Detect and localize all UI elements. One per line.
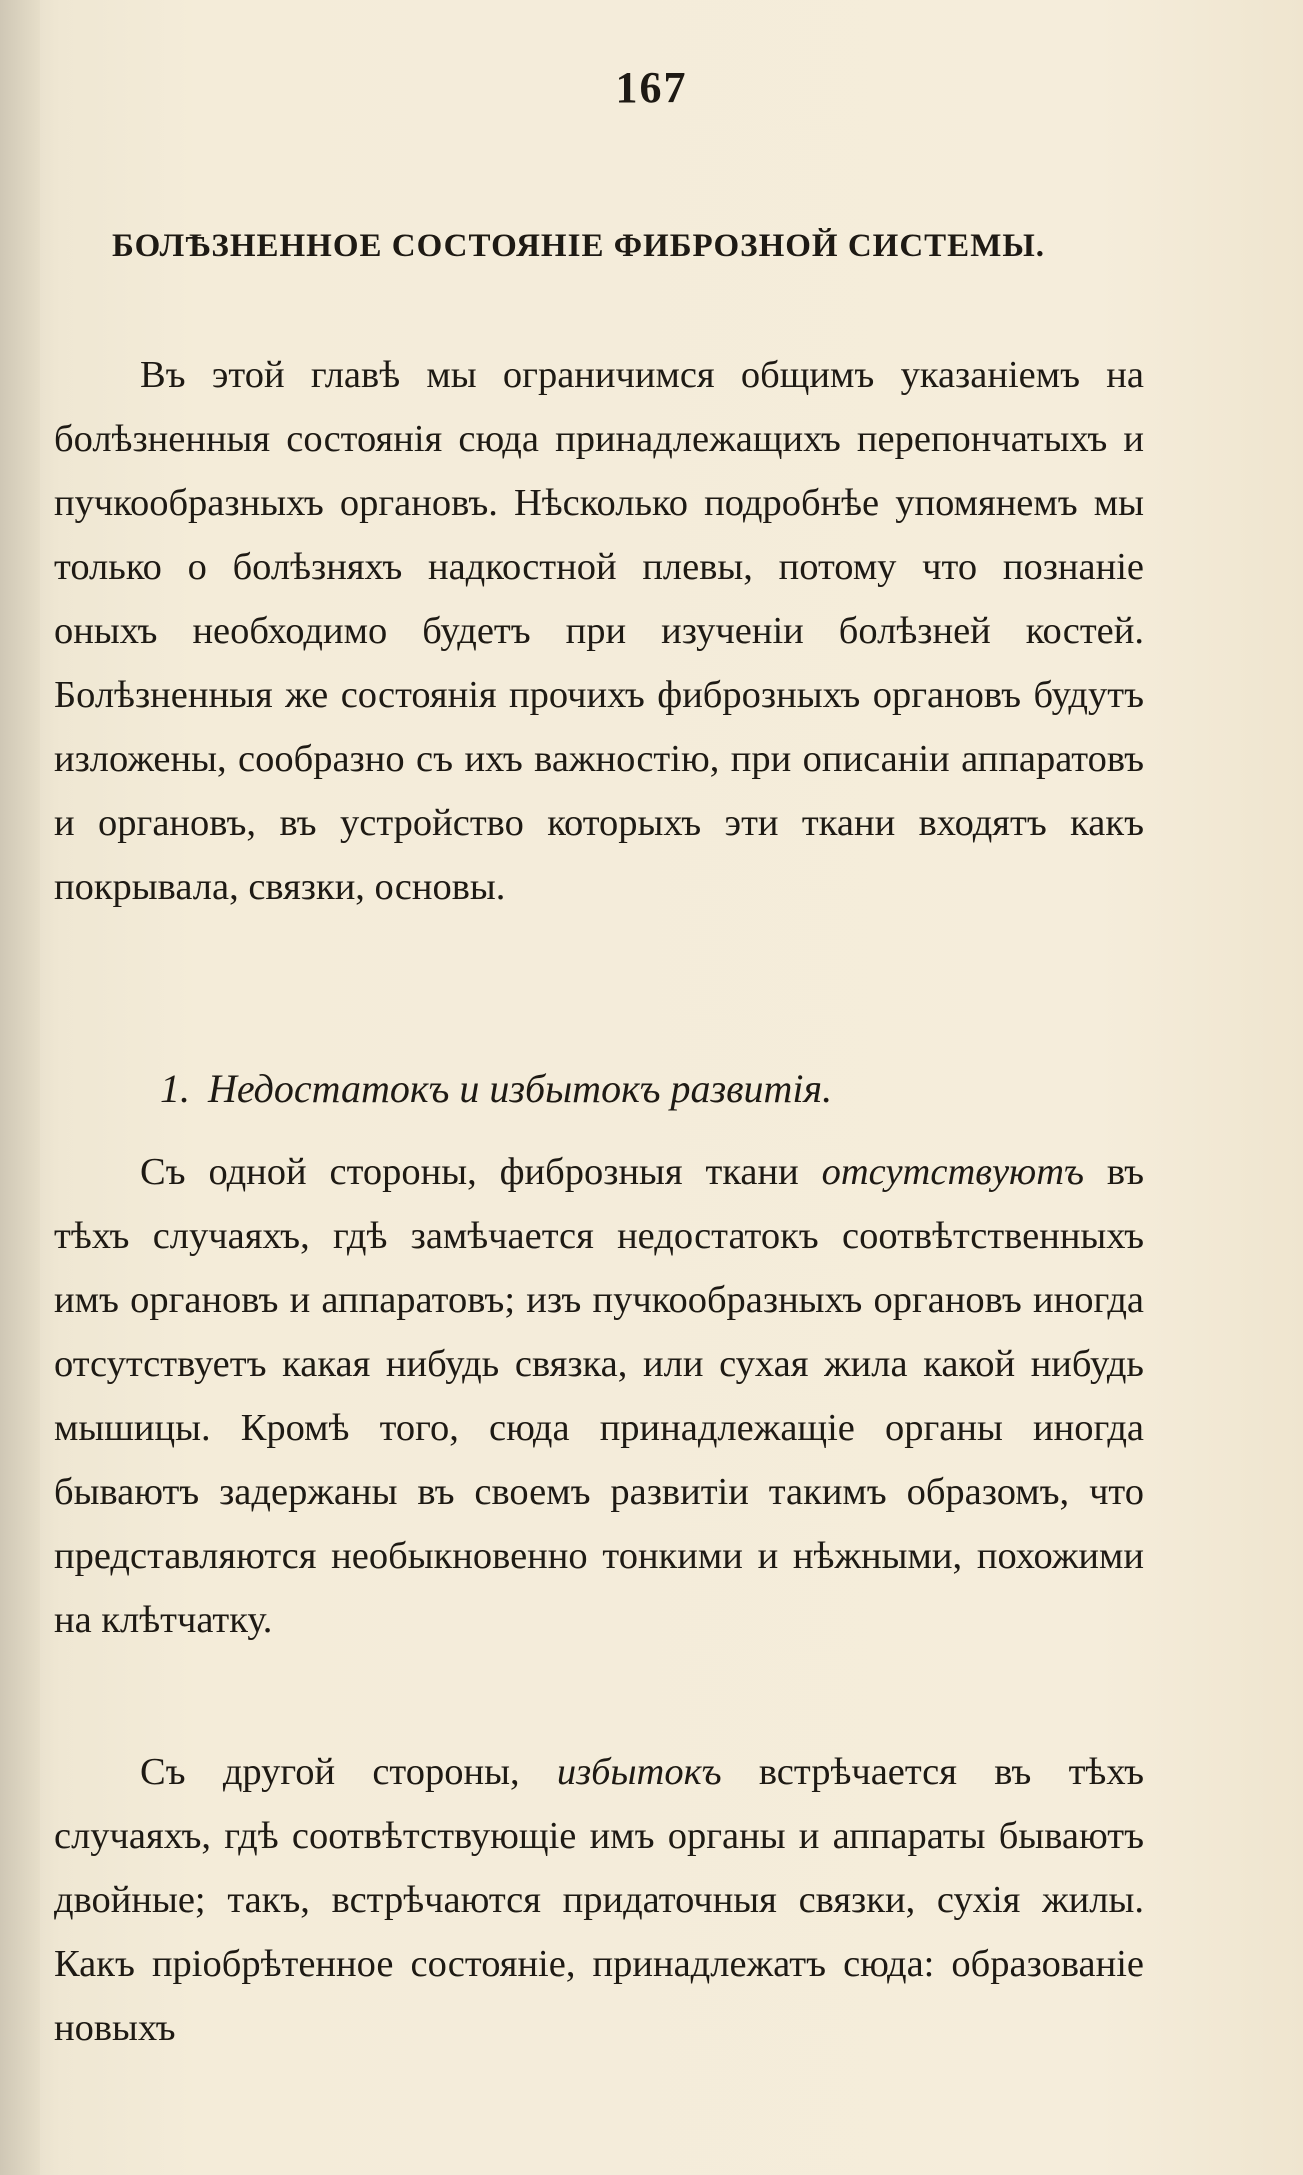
paragraph-1 <box>54 343 1144 919</box>
page-gutter-shadow <box>0 0 40 2175</box>
paragraph-2-emphasis: отсутствуютъ <box>821 1151 1084 1193</box>
section-heading <box>160 1065 1160 1112</box>
paragraph-3-emphasis: избытокъ <box>556 1751 722 1793</box>
section-number: 1. <box>160 1066 190 1111</box>
paragraph-2-text-after: въ тѣхъ случаяхъ, гдѣ замѣчается недостатокъ соотвѣтственныхъ имъ органовъ и аппаратовъ; изъ пучкообразныхъ органовъ иногда отсутствуетъ какая нибудь связка, или сухая жила какой нибудь мышицы. Кромѣ того, сюда принадлежащіе органы иногда бываютъ задержаны въ своемъ развитіи такимъ образомъ, что представляются необыкновенно тонкими и нѣжными, похожими на клѣтчатку. <box>54 1151 1144 1641</box>
paragraph-3-text-after: встрѣчается въ тѣхъ случаяхъ, гдѣ соотвѣтствующіе имъ органы и аппараты бываютъ двойные; такъ, встрѣчаются придаточныя связки, сухія жилы. Какъ пріобрѣтенное состояніе, принадлежатъ сюда: образованіе новыхъ <box>54 1751 1145 2049</box>
paragraph-3-text-before: Съ другой стороны, <box>140 1751 557 1793</box>
chapter-title: БОЛѢЗНЕННОЕ СОСТОЯНІЕ ФИБРОЗНОЙ СИСТЕМЫ. <box>112 228 1045 264</box>
paragraph-2 <box>54 1140 1144 1652</box>
page-number: 167 <box>615 63 688 112</box>
paragraph-2-text-before: Съ одной стороны, фиброзныя ткани <box>140 1151 822 1193</box>
paragraph-1-text: Въ этой главѣ мы ограничимся общимъ указаніемъ на болѣзненныя состоянія сюда принадлежащихъ перепончатыхъ и пучкообразныхъ органовъ. Нѣсколько подробнѣе упомянемъ мы только о болѣзняхъ надкостной плевы, потому что познаніе оныхъ необходимо будетъ при изученіи болѣзней костей. Болѣзненныя же состоянія прочихъ фиброзныхъ органовъ будутъ изложены, сообразно съ ихъ важностію, при описаніи аппаратовъ и органовъ, въ устройство которыхъ эти ткани входятъ какъ покрывала, связки, основы. <box>54 354 1144 908</box>
paragraph-3 <box>54 1740 1144 2060</box>
section-title: Недостатокъ и избытокъ развитія. <box>208 1066 833 1111</box>
